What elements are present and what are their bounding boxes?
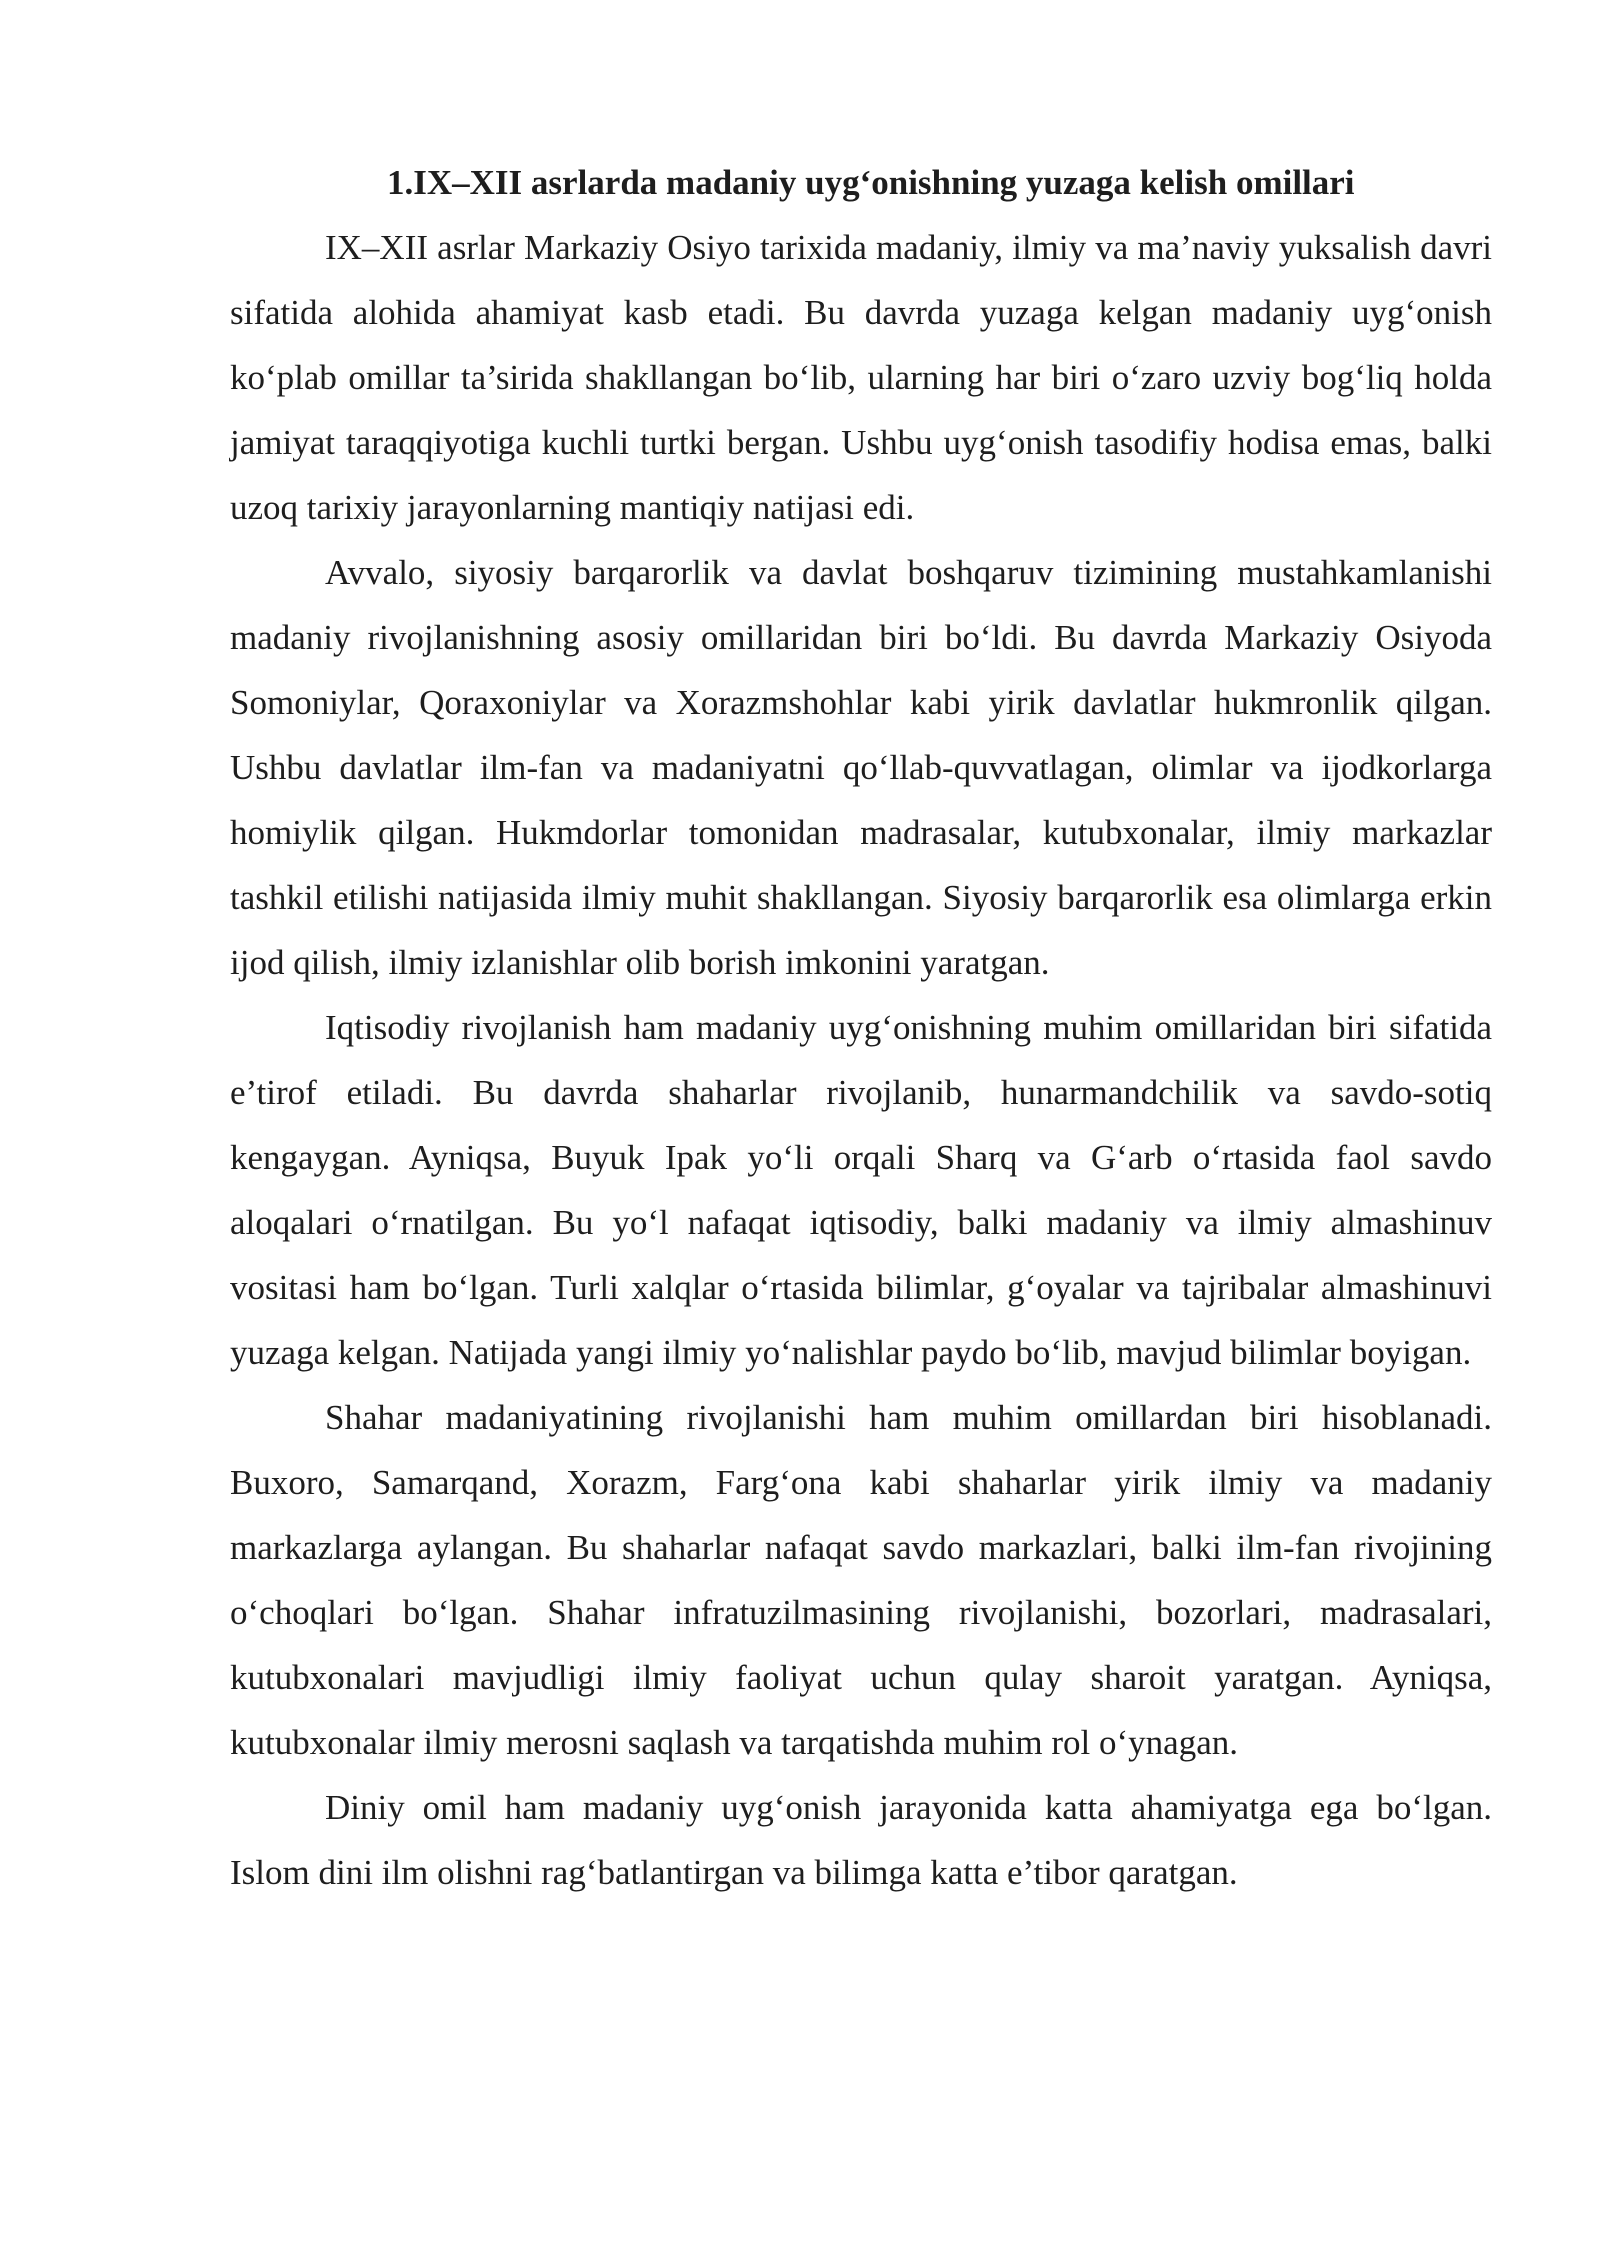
paragraph-economic-development: Iqtisodiy rivojlanish ham madaniy uyg‘onishning muhim omillaridan biri sifatida e’tirof etiladi. Bu davrda shaharlar rivojlanib, hunarmandchilik va savdo-sotiq kengaygan. Ayniqsa, Buyuk Ipak yo‘li orqali Sharq va G‘arb o‘rtasida faol savdo aloqalari o‘rnatilgan. Bu yo‘l nafaqat iqtisodiy, balki madaniy va ilmiy almashinuv vositasi ham bo‘lgan. Turli xalqlar o‘rtasida bilimlar, g‘oyalar va tajribalar almashinuvi yuzaga kelgan. Natijada yangi ilmiy yo‘nalishlar paydo bo‘lib, mavjud bilimlar boyigan.: [230, 1008, 1492, 1372]
paragraph-urban-culture: Shahar madaniyatining rivojlanishi ham muhim omillardan biri hisoblanadi. Buxoro, Samarqand, Xorazm, Farg‘ona kabi shaharlar yirik ilmiy va madaniy markazlarga aylangan. Bu shaharlar nafaqat savdo markazlari, balki ilm-fan rivojining o‘choqlari bo‘lgan. Shahar infratuzilmasining rivojlanishi, bozorlari, madrasalari, kutubxonalari mavjudligi ilmiy faoliyat uchun qulay sharoit yaratgan. Ayniqsa, kutubxonalar ilmiy merosni saqlash va tarqatishda muhim rol o‘ynagan.: [230, 1398, 1492, 1762]
paragraph-political-stability: Avvalo, siyosiy barqarorlik va davlat boshqaruv tizimining mustahkamlanishi madaniy rivojlanishning asosiy omillaridan biri bo‘ldi. Bu davrda Markaziy Osiyoda Somoniylar, Qoraxoniylar va Xorazmshohlar kabi yirik davlatlar hukmronlik qilgan. Ushbu davlatlar ilm-fan va madaniyatni qo‘llab-quvvatlagan, olimlar va ijodkorlarga homiylik qilgan. Hukmdorlar tomonidan madrasalar, kutubxonalar, ilmiy markazlar tashkil etilishi natijasida ilmiy muhit shakllangan. Siyosiy barqarorlik esa olimlarga erkin ijod qilish, ilmiy izlanishlar olib borish imkonini yaratgan.: [230, 553, 1492, 982]
document-page: [230, 150, 1492, 1905]
paragraph-intro: IX–XII asrlar Markaziy Osiyo tarixida madaniy, ilmiy va ma’naviy yuksalish davri sifatida alohida ahamiyat kasb etadi. Bu davrda yuzaga kelgan madaniy uyg‘onish ko‘plab omillar ta’sirida shakllangan bo‘lib, ularning har biri o‘zaro uzviy bog‘liq holda jamiyat taraqqiyotiga kuchli turtki bergan. Ushbu uyg‘onish tasodifiy hodisa emas, balki uzoq tarixiy jarayonlarning mantiqiy natijasi edi.: [230, 228, 1492, 527]
paragraph-religious-factor: Diniy omil ham madaniy uyg‘onish jarayonida katta ahamiyatga ega bo‘lgan. Islom dini ilm olishni rag‘batlantirgan va bilimga katta e’tibor qaratgan.: [230, 1788, 1492, 1892]
section-title: 1.IX–XII asrlarda madaniy uyg‘onishning yuzaga kelish omillari: [387, 163, 1355, 202]
